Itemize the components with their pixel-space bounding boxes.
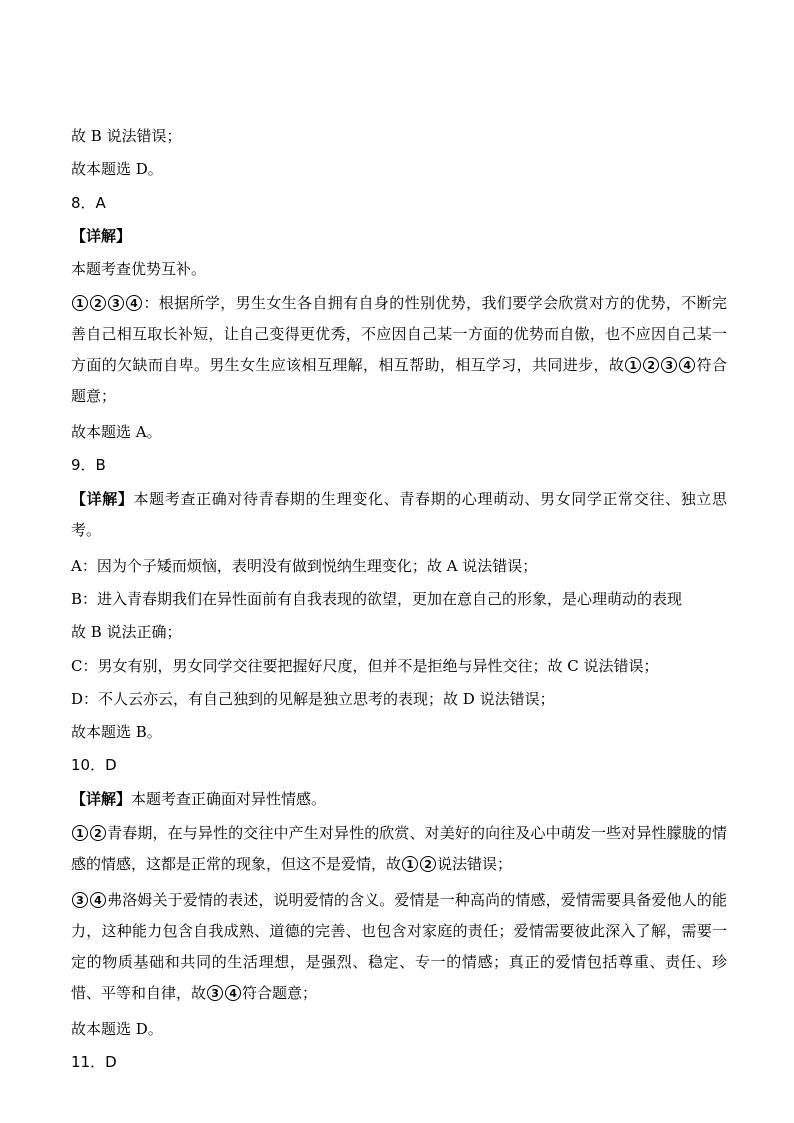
explanation-paragraph [71, 484, 727, 546]
paragraph-text: 本题考查正确对待青春期的生理变化、青春期的心理萌动、男女同学正常交往、独立思考。 [71, 490, 727, 540]
paragraph-text: 符合题意； [71, 356, 727, 406]
explanation-paragraph [71, 818, 727, 880]
circled-number: 2 [90, 295, 106, 311]
explanation-paragraph [71, 885, 727, 1009]
document-page [71, 122, 727, 1081]
circled-number: 1 [72, 295, 88, 311]
detail-label: 【详解】 [71, 490, 134, 509]
answer-line: 故本题选 B。 [71, 723, 162, 742]
circled-number: 3 [108, 295, 124, 311]
question-number-10: 10．D [71, 756, 117, 775]
paragraph-text: 符合题意； [242, 984, 318, 1003]
circled-number: 1 [625, 357, 641, 373]
paragraph-text: 弗洛姆关于爱情的表述，说明爱情的含义。爱情是一种高尚的情感，爱情需要具备爱他人的能力，这种能力包含自我成熟、道德的完善、也包含对家庭的责任；爱情需要彼此深入了解，需要一定的物质基础和共同的生活理想，是强烈、稳定、专一的情感；真正的爱情包括尊重、责任、珍惜、平等和自律，故 [71, 891, 727, 1003]
paragraph-text: 青春期，在与异性的交往中产生对异性的欣赏、对美好的向往及心中萌发一些对异性朦胧的情感的情感，这都是正常的现象，但这不是爱情，故 [71, 824, 727, 874]
detail-label: 【详解】 [71, 226, 132, 245]
text-line: 故 B 说法错误； [71, 127, 182, 145]
circled-number: 4 [126, 295, 142, 311]
topic-text: 本题考查正确面对异性情感。 [131, 789, 327, 808]
option-b-line: 故 B 说法正确； [71, 623, 182, 642]
detail-line [71, 785, 727, 813]
circled-number: 2 [90, 825, 106, 841]
answer-line: 故本题选 A。 [71, 422, 162, 441]
circled-number: 1 [402, 856, 418, 872]
circled-number: 2 [420, 856, 436, 872]
circled-number: 2 [643, 357, 659, 373]
answer-line: 故本题选 D。 [71, 1019, 163, 1038]
paragraph-text: ：根据所学，男生女生各自拥有自身的性别优势，我们要学会欣赏对方的优势，不断完善自己相互取长补短，让自己变得更优秀，不应因自己某一方面的优势而自傲，也不应因自己某一方面的欠缺而自卑。男生女生应该相互理解，相互帮助，相互学习，共同进步，故 [71, 294, 727, 375]
circled-number: 1 [72, 825, 88, 841]
option-d-line: D：不人云亦云，有自己独到的见解是独立思考的表现；故 D 说法错误； [71, 689, 555, 708]
circled-number: 3 [661, 357, 677, 373]
option-c-line: C：男女有别，男女同学交往要把握好尺度，但并不是拒绝与异性交往；故 C 说法错误； [71, 656, 659, 675]
option-b-line: B：进入青春期我们在异性面前有自我表现的欲望，更加在意自己的形象，是心理萌动的表现 [71, 589, 683, 608]
explanation-paragraph [71, 288, 727, 412]
circled-number: 4 [679, 357, 695, 373]
answer-line: 故本题选 D。 [71, 160, 163, 179]
question-number-8: 8．A [71, 193, 106, 212]
circled-number: 4 [225, 985, 241, 1001]
circled-number: 4 [90, 892, 106, 908]
paragraph-text: 说法错误； [437, 855, 513, 874]
topic-line: 本题考查优势互补。 [71, 260, 207, 279]
question-number-9: 9．B [71, 456, 106, 475]
detail-label: 【详解】 [71, 789, 132, 808]
option-a-line: A：因为个子矮而烦恼，表明没有做到悦纳生理变化；故 A 说法错误； [71, 556, 538, 575]
circled-number: 3 [207, 985, 223, 1001]
circled-number: 3 [72, 892, 88, 908]
question-number-11: 11．D [71, 1052, 117, 1071]
